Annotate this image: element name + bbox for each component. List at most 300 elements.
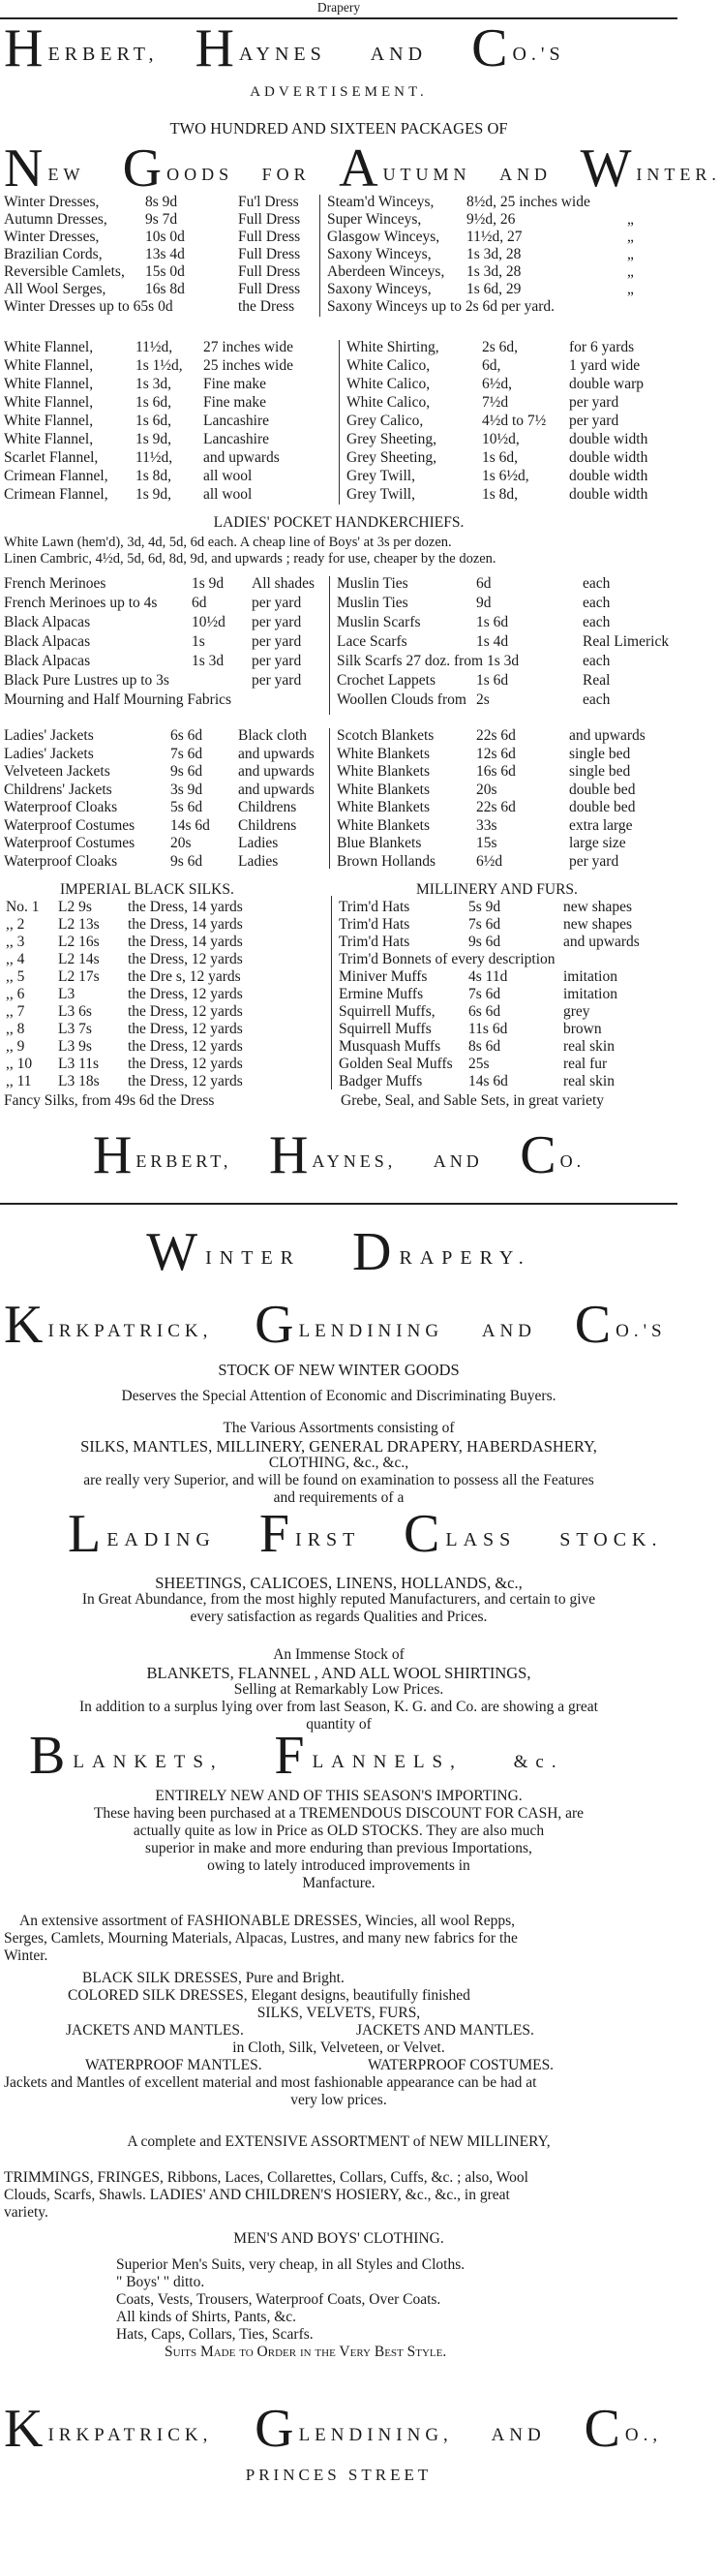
blanket-row-cell: and upwards [569,727,646,744]
wincey-row-cell: „ [627,263,634,280]
wincey-row-cell: „ [627,246,634,262]
ad2-trimmings: variety. [4,2204,48,2221]
blanket-row [0,853,677,872]
scarf-row-cell: 1s 6d [476,672,509,689]
scarf-row-cell: each [583,595,611,611]
wincey-row-cell: Saxony Winceys, [327,281,432,297]
scarf-row-cell: Muslin Scarfs [337,614,421,630]
scarf-row-cell: Lace Scarfs [337,633,407,650]
flannel-row-cell: White Flannel, [4,431,94,447]
section-header: Drapery [316,0,361,15]
wincey-row-cell: 8½d, 25 inches wide [466,194,590,210]
millinery-row [0,1073,677,1090]
blanket-row-cell: single bed [569,745,631,762]
ad2-requirements: and requirements of a [273,1489,405,1506]
scarf-row [0,672,677,691]
silks-footer: Fancy Silks, from 49s 6d the Dress [4,1092,215,1109]
silk-row-cell: ,, 2 [6,916,25,933]
millinery-row-cell: Squirrell Muffs [339,1021,432,1037]
millinery-row-cell: 5s 9d [468,899,501,915]
calico-row-cell: double width [569,431,648,447]
jacket-row-cell: 20s [170,835,192,851]
silk-row-cell: the Dress, 12 yards [128,986,243,1002]
calico-row-cell: 7½d [482,394,509,411]
dress-row-cell: Winter Dresses up to 65s 0d [4,298,173,315]
millinery-row-cell: Badger Muffs [339,1073,423,1089]
silks-title: IMPERIAL BLACK SILKS. [60,881,234,898]
blanket-row [0,763,677,782]
ad2-firm-title: KIRKPATRICK, GLENDINING AND CO.'S [4,1295,667,1355]
ad2-complete: A complete and EXTENSIVE ASSORTMENT of NEW MILLINERY, [127,2133,551,2150]
blanket-row [0,727,677,746]
scarf-row [0,633,677,653]
wincey-row-cell: 1s 3d, 28 [466,263,522,280]
wincey-row [0,211,677,229]
wincey-row [0,229,677,246]
calico-row-cell: White Shirting, [346,339,439,355]
millinery-row-cell: brown [563,1021,602,1037]
ad2-clothing: CLOTHING, &c., &c., [268,1455,409,1471]
dress-row-cell: Fu'l Dress [238,194,299,210]
calico-row-cell: 4½d to 7½ [482,413,547,429]
blanket-row-cell: 20s [476,781,497,798]
jacket-row-cell: Ladies [238,835,279,851]
jacket-row-cell: and upwards [238,745,315,762]
calico-row-cell: Grey Twill, [346,486,415,503]
blanket-row-cell: single bed [569,763,631,780]
column-divider [329,576,330,715]
ad2-extensive: An extensive assortment of FASHIONABLE DRESSES, Wincies, all wool Repps, [19,1913,515,1929]
millinery-row [0,968,677,986]
millinery-row-cell: real fur [563,1056,608,1072]
silk-row-cell: the Dress, 14 yards [128,916,243,933]
scarf-row [0,614,677,633]
merino-row-cell: Mourning and Half Mourning Fabrics [4,691,232,708]
flannel-row-cell: 11½d, [135,339,173,355]
silk-row-cell: ,, 9 [6,1038,25,1055]
calico-row-cell: 1s 8d, [482,486,519,503]
calico-row-cell: per yard [569,394,619,411]
millinery-row-cell: Ermine Muffs [339,986,424,1002]
millinery-row-cell: Golden Seal Muffs [339,1056,453,1072]
ad2-trimmings: Clouds, Scarfs, Shawls. LADIES' AND CHILDREN'S HOSIERY, &c., &c., in great [4,2187,510,2203]
millinery-row [0,934,677,951]
calico-row-cell: Grey Twill, [346,468,415,484]
dress-row-cell: Reversible Camlets, [4,263,125,280]
ad1-signature: HERBERT, HAYNES, AND CO. [92,1125,586,1185]
ad2-sheetings: SHEETINGS, CALICOES, LINENS, HOLLANDS, &c., [155,1574,523,1592]
ad2-abundance: every satisfaction as regards Qualities and Prices. [190,1609,488,1625]
scarf-row-cell: 2s [476,691,490,708]
flannel-row-cell: 27 inches wide [203,339,293,355]
millinery-row [0,916,677,934]
millinery-row-cell: 25s [468,1056,490,1072]
millinery-title: MILLINERY AND FURS. [416,881,578,898]
ad2-selling: Selling at Remarkably Low Prices. [233,1681,444,1698]
calico-row-cell: Grey Sheeting, [346,431,436,447]
column-divider [329,728,330,869]
merino-row-cell: per yard [252,653,302,669]
scarf-row-cell: 1s 6d [476,614,509,630]
wincey-row-cell: Saxony Winceys, [327,246,432,262]
wincey-row-cell: 1s 6d, 29 [466,281,522,297]
dress-row-cell: Full Dress [238,263,301,280]
dress-row-cell: Brazilian Cords, [4,246,103,262]
ad2-colored-silk: COLORED SILK DRESSES, Elegant designs, beautifully finished [68,1987,470,2004]
ad2-purchased: owing to lately introduced improvements in [207,1857,470,1874]
millinery-row [0,1021,677,1038]
ad2-purchased: superior in make and more enduring than previous Importations, [145,1840,532,1856]
dress-row-cell: Full Dress [238,281,301,297]
calico-row-cell: 2s 6d, [482,339,519,355]
calico-row-cell: 1s 6½d, [482,468,529,484]
merino-row-cell: 6d [192,595,207,611]
merino-row-cell: per yard [252,633,302,650]
blanket-row-cell: extra large [569,816,633,834]
blanket-row [0,817,677,836]
ad2-quantity: quantity of [306,1716,372,1733]
jacket-row-cell: 5s 6d [170,799,203,815]
merino-row-cell: Black Pure Lustres up to 3s [4,672,169,689]
dress-row-cell: 10s 0d [145,229,185,245]
blanket-row-cell: 6½d [476,852,503,870]
flannel-row-cell: 25 inches wide [203,357,293,374]
scarf-row-cell: Real [583,672,611,689]
blanket-row-cell: double bed [569,781,636,798]
column-divider [331,896,332,1089]
ad2-in-cloth: in Cloth, Silk, Velveteen, or Velvet. [232,2039,445,2056]
scarf-row [0,575,677,595]
merino-row-cell: Black Alpacas [4,614,91,630]
ad2-jackets-mantles: JACKETS AND MANTLES. [66,2022,244,2039]
flannel-row-cell: Crimean Flannel, [4,468,108,484]
ad2-extensive: Serges, Camlets, Mourning Materials, Alpacas, Lustres, and many new fabrics for the [4,1930,518,1947]
header-rule [0,17,677,19]
blanket-row-cell: 12s 6d [476,745,516,762]
silk-row-cell: ,, 11 [6,1073,32,1089]
ad2-mens-title: MEN'S AND BOYS' CLOTHING. [233,2230,444,2247]
flannel-row-cell: all wool [203,468,253,484]
ad2-immense: An Immense Stock of [273,1646,405,1663]
flannel-row-cell: 1s 9d, [135,431,172,447]
flannel-row-cell: Lancashire [203,413,269,429]
blanket-row-cell: double bed [569,799,636,815]
merino-row-cell: 1s 3d [192,653,225,669]
flannel-row-cell: Fine make [203,394,266,411]
blanket-row-cell: White Blankets [337,781,430,798]
blanket-row-cell: 16s 6d [476,763,516,780]
ad2-silks-line: SILKS, MANTLES, MILLINERY, GENERAL DRAPERY, HABERDASHERY, [80,1437,597,1456]
jacket-row-cell: Ladies' Jackets [4,745,94,762]
ad-divider-rule [0,1203,677,1205]
millinery-row [0,1056,677,1073]
jacket-row-cell: 6s 6d [170,727,203,744]
ad2-entirely: ENTIRELY NEW AND OF THIS SEASON'S IMPORTING. [155,1788,523,1804]
millinery-row-cell: Musquash Muffs [339,1038,441,1055]
calico-row-cell: 1s 6d, [482,449,519,466]
millinery-row-cell: 7s 6d [468,986,501,1002]
handkerchiefs-line: Linen Cambric, 4½d, 5d, 6d, 8d, 9d, and upwards ; ready for use, cheaper by the dozen. [4,551,496,567]
wincey-row-cell: Saxony Winceys up to 2s 6d per yard. [327,298,555,315]
ad2-blankets-flannels: BLANKETS, FLANNELS, &c. [29,1726,564,1786]
ad2-purchased: Manfacture. [302,1875,376,1891]
millinery-row [0,951,677,968]
jacket-row-cell: 7s 6d [170,745,203,762]
column-divider [339,340,340,505]
wincey-row-cell: 11½d, 27 [466,229,523,245]
silk-row-cell: the Dress, 12 yards [128,1021,243,1037]
wincey-row [0,298,677,316]
wincey-row-cell: Steam'd Winceys, [327,194,435,210]
scarf-row-cell: Muslin Ties [337,595,408,611]
jacket-row-cell: 9s 6d [170,852,203,870]
wincey-row [0,194,677,211]
ad1-goods-title: NEW GOODS FOR AUTUMN AND WINTER. [4,138,721,199]
millinery-row-cell: 14s 6d [468,1073,508,1089]
jacket-row-cell: Childrens [238,799,297,815]
blanket-row [0,746,677,764]
ad2-jackets-mantles: JACKETS AND MANTLES. [356,2022,534,2039]
millinery-footer: Grebe, Seal, and Sable Sets, in great variety [341,1092,605,1109]
jacket-row-cell: Black cloth [238,727,308,744]
scarf-row [0,595,677,614]
blanket-row-cell: Blue Blankets [337,835,422,851]
silk-row-cell: the Dress, 12 yards [128,951,243,967]
ad2-extensive: Winter. [4,1947,48,1964]
ad2-various: The Various Assortments consisting of [223,1420,455,1436]
silk-row-cell: L3 9s [58,1038,92,1055]
merino-row-cell: French Merinoes [4,575,106,592]
scarf-row-cell: Real Limerick [583,633,670,650]
jacket-row-cell: Waterproof Costumes [4,835,135,851]
flannel-row-cell: 1s 8d, [135,468,172,484]
millinery-row-cell: Trim'd Hats [339,899,410,915]
silk-row-cell: ,, 6 [6,986,25,1002]
jacket-row-cell: Childrens [238,816,297,834]
scarf-row-cell: Woollen Clouds from [337,691,466,708]
ad2-superior: are really very Superior, and will be found on examination to possess all the Features [83,1472,594,1488]
scarf-row-cell: each [583,691,611,708]
flannel-row-cell: 1s 1½d, [135,357,183,374]
millinery-row-cell: imitation [563,968,617,985]
merino-row-cell: 1s [192,633,205,650]
ad2-mens: Coats, Vests, Trousers, Waterproof Coats, Over Coats. [116,2291,441,2308]
flannel-row-cell: Scarlet Flannel, [4,449,99,466]
silk-row-cell: L3 7s [58,1021,92,1037]
merino-row-cell: Black Alpacas [4,633,91,650]
blanket-row-cell: White Blankets [337,745,430,762]
jacket-row-cell: Waterproof Cloaks [4,852,118,870]
ad2-stock: STOCK OF NEW WINTER GOODS [218,1361,460,1379]
merino-row-cell: per yard [252,672,302,689]
silk-row-cell: L2 14s [58,951,100,967]
silk-row-cell: L3 11s [58,1056,100,1072]
calico-row-cell: for 6 yards [569,339,635,355]
merino-row-cell: Black Alpacas [4,653,91,669]
millinery-row-cell: Trim'd Hats [339,916,410,933]
wincey-row-cell: „ [627,229,634,245]
ad2-blankets-line: BLANKETS, FLANNEL , AND ALL WOOL SHIRTINGS, [146,1664,531,1682]
ad2-suits: Suits Made to Order in the Very Best Style. [165,2344,447,2360]
silk-row-cell: L2 9s [58,899,92,915]
millinery-row-cell: and upwards [563,934,640,950]
flannel-row-cell: 1s 6d, [135,413,172,429]
ad2-abundance: In Great Abundance, from the most highly reputed Manufacturers, and certain to give [81,1591,596,1608]
silk-row-cell: L3 6s [58,1003,92,1020]
flannel-row-cell: Crimean Flannel, [4,486,108,503]
flannel-row-cell: White Flannel, [4,339,94,355]
dress-row-cell: 15s 0d [145,263,185,280]
column-divider [319,195,320,317]
silk-row-cell: ,, 7 [6,1003,25,1020]
wincey-row-cell: „ [627,211,634,228]
merino-row-cell: per yard [252,595,302,611]
ad2-surplus: In addition to a surplus lying over from last Season, K. G. and Co. are showing a great [79,1699,598,1715]
silk-row-cell: L3 [58,986,75,1002]
handkerchiefs-line: White Lawn (hem'd), 3d, 4d, 5d, 6d each. A cheap line of Boys' at 3s per dozen. [4,535,452,550]
blanket-row-cell: White Blankets [337,816,430,834]
ad1-firm-title: HERBERT, HAYNES AND CO.'S [4,18,565,78]
calico-row-cell: Grey Sheeting, [346,449,436,466]
millinery-row [0,1003,677,1021]
scarf-row [0,653,677,672]
flannel-row-cell: 1s 6d, [135,394,172,411]
calico-row-cell: 6d, [482,357,501,374]
scarf-row [0,691,677,711]
silk-row-cell: L2 16s [58,934,100,950]
ad2-leading-first-class: LEADING FIRST CLASS STOCK. [68,1504,663,1564]
silk-row-cell: ,, 3 [6,934,25,950]
jacket-row-cell: and upwards [238,781,315,798]
millinery-row-cell: grey [563,1003,590,1020]
scarf-row-cell: each [583,653,611,669]
dress-row-cell: Winter Dresses, [4,229,100,245]
calico-row-cell: double warp [569,376,645,392]
blanket-row-cell: 22s 6d [476,799,516,815]
millinery-row [0,986,677,1003]
ad1-packages: TWO HUNDRED AND SIXTEEN PACKAGES OF [169,119,508,138]
wincey-row-cell: Super Winceys, [327,211,422,228]
scarf-row-cell: 9d [476,595,492,611]
blanket-row-cell: Brown Hollands [337,852,436,870]
merino-row-cell: per yard [252,614,302,630]
ad2-waterproof-costumes: WATERPROOF COSTUMES. [368,2057,555,2073]
jacket-row-cell: and upwards [238,763,315,780]
calico-row-cell: double width [569,486,648,503]
silk-row-cell: the Dress, 14 yards [128,899,243,915]
calico-row-cell: 1 yard wide [569,357,641,374]
jacket-row-cell: 3s 9d [170,781,203,798]
wincey-row-cell: 1s 3d, 28 [466,246,522,262]
ad2-waterproof-mantles: WATERPROOF MANTLES. [85,2057,262,2073]
silk-row-cell: ,, 4 [6,951,25,967]
calico-row-cell: double width [569,468,648,484]
scarf-row-cell: 6d [476,575,492,592]
jacket-row-cell: Waterproof Costumes [4,816,135,834]
jacket-row-cell: 14s 6d [170,816,210,834]
flannel-row-cell: 1s 3d, [135,376,172,392]
flannel-row-cell: Lancashire [203,431,269,447]
ad2-mens: All kinds of Shirts, Pants, &c. [116,2309,297,2325]
silk-row-cell: the Dre s, 12 yards [128,968,241,985]
ad2-deserves: Deserves the Special Attention of Economic and Discriminating Buyers. [121,1388,556,1404]
dress-row-cell: Full Dress [238,246,301,262]
millinery-row-cell: 11s 6d [468,1021,508,1037]
scarf-row-cell: Silk Scarfs 27 doz. from 1s 3d [337,653,520,669]
merino-row-cell: 10½d [192,614,225,630]
wincey-row-cell: Glasgow Winceys, [327,229,440,245]
blanket-row-cell: per yard [569,852,619,870]
millinery-row-cell: new shapes [563,899,633,915]
millinery-row-cell: 8s 6d [468,1038,501,1055]
ad2-signature: KIRKPATRICK, GLENDINING, AND CO., [4,2399,663,2459]
jacket-row-cell: Ladies [238,852,279,870]
millinery-row-cell: Trim'd Hats [339,934,410,950]
millinery-row-cell: Trim'd Bonnets of every description [339,951,556,967]
dress-row-cell: Winter Dresses, [4,194,100,210]
millinery-row-cell: 4s 11d [468,968,508,985]
flannel-row-cell: 1s 9d, [135,486,172,503]
flannel-row-cell: 11½d, [135,449,173,466]
dress-row-cell: 16s 8d [145,281,185,297]
merino-row-cell: All shades [252,575,315,592]
jacket-row-cell: Childrens' Jackets [4,781,112,798]
millinery-row-cell: 9s 6d [468,934,501,950]
jacket-row-cell: Waterproof Cloaks [4,799,118,815]
calico-row-cell: 10½d, [482,431,520,447]
ad2-street: PRINCES STREET [245,2466,433,2484]
wincey-row-cell: 9½d, 26 [466,211,516,228]
ad2-black-silk: BLACK SILK DRESSES, Pure and Bright. [82,1970,345,1986]
flannel-row-cell: White Flannel, [4,376,94,392]
millinery-row-cell: real skin [563,1073,615,1089]
blanket-row [0,835,677,853]
dress-row-cell: the Dress [238,298,295,315]
ad2-mens: Superior Men's Suits, very cheap, in all Styles and Cloths. [116,2256,466,2273]
millinery-row-cell: Miniver Muffs [339,968,428,985]
scarf-row-cell: Crochet Lappets [337,672,436,689]
flannel-row-cell: Fine make [203,376,266,392]
silk-row-cell: the Dress, 12 yards [128,1038,243,1055]
millinery-row-cell: imitation [563,986,617,1002]
blanket-row-cell: 22s 6d [476,727,516,744]
blanket-row-cell: large size [569,835,626,851]
wincey-row-cell: Aberdeen Winceys, [327,263,445,280]
calico-row-cell: double width [569,449,648,466]
ad2-jm-desc: very low prices. [290,2092,387,2108]
blanket-row-cell: 33s [476,816,497,834]
silk-row-cell: ,, 8 [6,1021,25,1037]
flannel-row-cell: all wool [203,486,253,503]
millinery-row-cell: 6s 6d [468,1003,501,1020]
millinery-row [0,1038,677,1056]
scarf-row-cell: each [583,614,611,630]
silk-row-cell: ,, 5 [6,968,25,985]
dress-row-cell: 9s 7d [145,211,178,228]
blanket-row [0,799,677,817]
ad2-purchased: These having been purchased at a TREMENDOUS DISCOUNT FOR CASH, are [93,1805,585,1822]
ad2-jm-desc: Jackets and Mantles of excellent material and most fashionable appearance can be had at [4,2074,537,2091]
silk-row-cell: the Dress, 12 yards [128,1073,243,1089]
blanket-row-cell: 15s [476,835,497,851]
millinery-row-cell: 7s 6d [468,916,501,933]
scarf-row-cell: 1s 4d [476,633,509,650]
ad2-winter-drapery: WINTER DRAPERY. [146,1222,531,1282]
ad2-silks-velvets: SILKS, VELVETS, FURS, [256,2005,421,2021]
wincey-row [0,246,677,263]
scarf-row-cell: each [583,575,611,592]
millinery-row [0,899,677,916]
